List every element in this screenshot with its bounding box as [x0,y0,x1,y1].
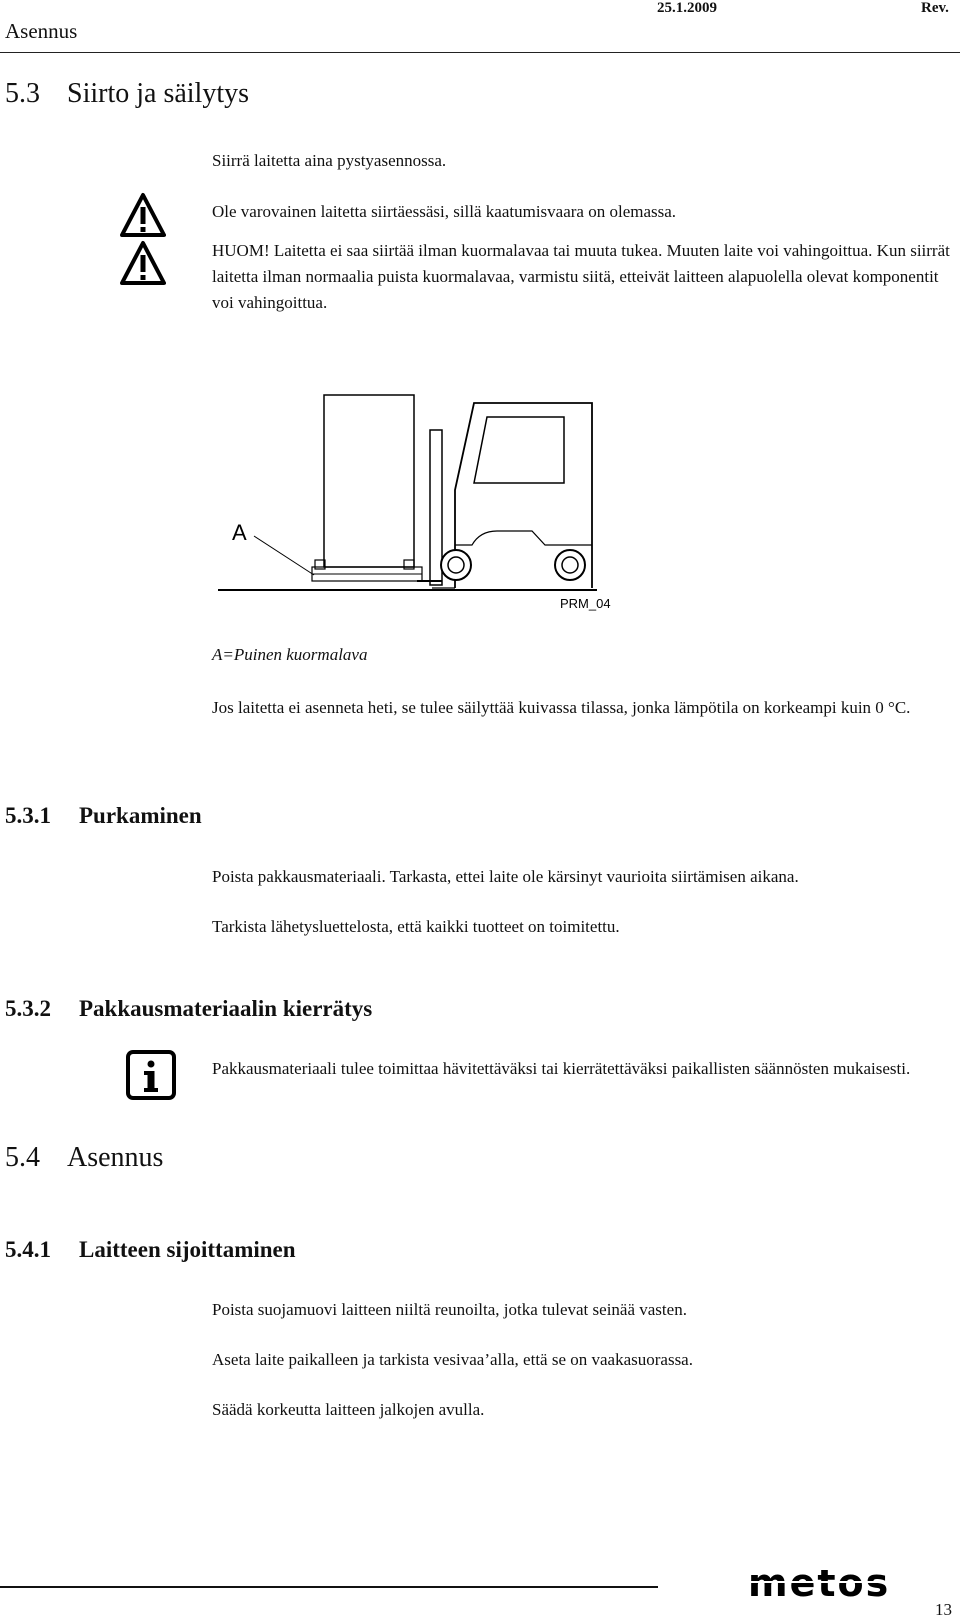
section-title: Pakkausmateriaalin kierrätys [79,996,373,1021]
svg-text:metos: metos [748,1570,891,1600]
running-header-date: 25.1.2009 [657,0,717,16]
section-heading-5-3-1 [5,803,202,829]
section-number: 5.3.1 [5,803,51,828]
figure-label-a: A [232,520,247,545]
forklift-pallet-figure [212,385,632,630]
paragraph: Poista suojamuovi laitteen niiltä reunoilta, jotka tulevat seinää vasten. [212,1300,687,1319]
section-heading-5-4-1 [5,1237,296,1263]
running-header-rev: Rev. [921,0,949,16]
paragraph: Siirrä laitetta aina pystyasennossa. [212,151,447,170]
warning-triangle-icon [120,192,166,243]
paragraph: Jos laitetta ei asenneta heti, se tulee säilyttää kuivassa tilassa, jonka lämpötila on korkeampi kuin 0 °C. [212,698,911,717]
paragraph: HUOM! Laitetta ei saa siirtää ilman kuormalavaa tai muuta tukea. Muuten laite voi vahingoittua. Kun siirrät laitetta ilman normaalia puista kuormalavaa, varmistu siitä, etteivät laitteen alapuolella olevat komponentit voi vahingoittua. [212,241,950,312]
figure-code: PRM_04 [560,596,611,611]
figure-caption: A=Puinen kuormalava [212,645,368,664]
paragraph: Tarkista lähetysluettelosta, että kaikki tuotteet on toimitettu. [212,917,620,936]
section-number: 5.4 [5,1142,40,1173]
section-heading-5-4 [5,1142,163,1174]
page-number: 13 [935,1600,952,1619]
paragraph: Poista pakkausmateriaali. Tarkasta, ettei laite ole kärsinyt vaurioita siirtämisen aikana. [212,867,799,886]
running-header-section: Asennus [5,19,78,43]
section-heading-5-3 [5,78,249,110]
section-title: Siirto ja säilytys [67,78,249,109]
paragraph: Pakkausmateriaali tulee toimittaa hävitettäväksi tai kierrätettäväksi paikallisten säännösten mukaisesti. [212,1059,911,1078]
metos-logo [748,1570,958,1605]
section-number: 5.3 [5,78,40,109]
section-title: Purkaminen [79,803,202,828]
header-rule [0,52,960,53]
warning-triangle-icon [120,240,166,291]
section-heading-5-3-2 [5,996,372,1022]
section-title: Laitteen sijoittaminen [79,1237,296,1262]
section-title: Asennus [67,1142,164,1173]
section-number: 5.4.1 [5,1237,51,1262]
section-number: 5.3.2 [5,996,51,1021]
footer-rule [0,1586,658,1588]
paragraph: Ole varovainen laitetta siirtäessäsi, sillä kaatumisvaara on olemassa. [212,202,677,221]
info-icon [125,1049,177,1106]
paragraph: Aseta laite paikalleen ja tarkista vesivaa’alla, että se on vaakasuorassa. [212,1350,693,1369]
paragraph: Säädä korkeutta laitteen jalkojen avulla. [212,1400,485,1419]
